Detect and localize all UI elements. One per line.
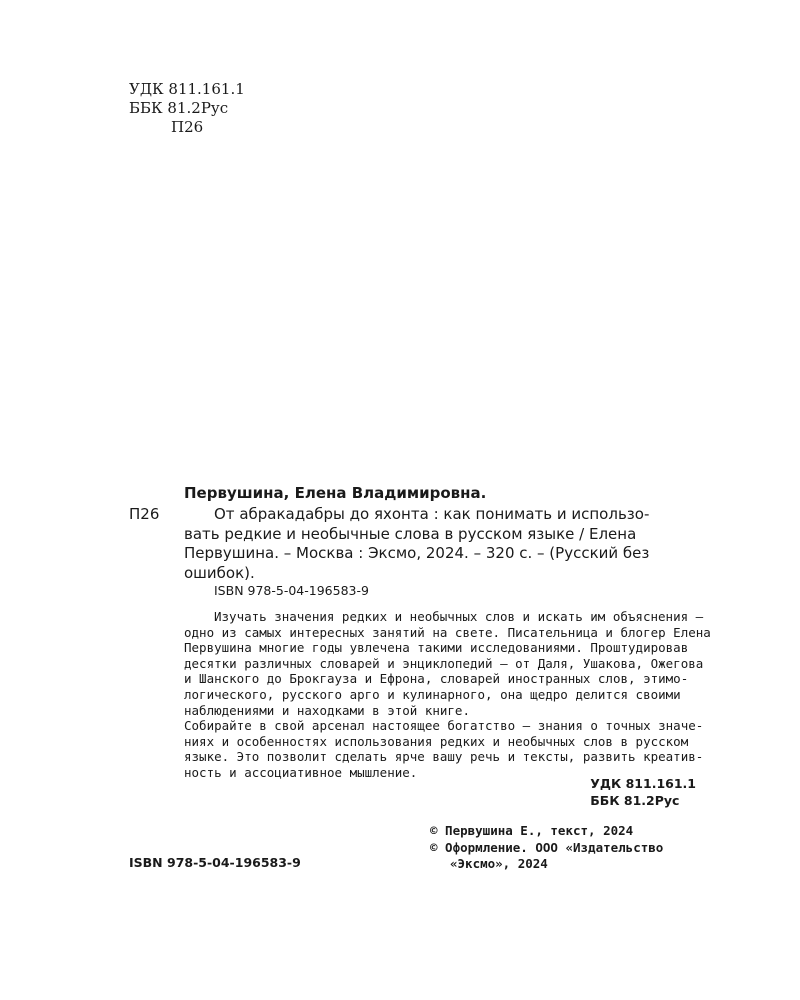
biblio-line: Первушина. – Москва : Эксмо, 2024. – 320 с. – (Русский без bbox=[184, 544, 650, 562]
author-mark-code: П26 bbox=[171, 118, 204, 136]
bibliographic-description bbox=[184, 505, 700, 583]
udk-code-right: УДК 811.161.1 bbox=[590, 776, 696, 791]
isbn-bottom: ISBN 978-5-04-196583-9 bbox=[129, 855, 301, 870]
author-heading: Первушина, Елена Владимировна. bbox=[184, 484, 487, 502]
annotation-line: языке. Это позволит сделать ярче вашу речь и тексты, развить креатив- bbox=[184, 749, 704, 765]
classification-block bbox=[129, 80, 245, 137]
bbk-code: ББК 81.2Рус bbox=[129, 99, 229, 117]
annotation-line: Первушина многие годы увлечена такими исследованиями. Проштудировав bbox=[184, 640, 689, 656]
udk-code: УДК 811.161.1 bbox=[129, 80, 245, 98]
annotation-line: Изучать значения редких и необычных слов и искать им объяснения – bbox=[214, 609, 704, 624]
biblio-line: ошибок). bbox=[184, 563, 255, 582]
annotation-line: логического, русского арго и кулинарного, она щедро делится своими bbox=[184, 686, 681, 702]
annotation-text bbox=[184, 609, 711, 781]
annotation-line: ниях и особенностях использования редких и необычных слов в русском bbox=[184, 733, 689, 749]
annotation-line: одно из самых интересных занятий на свете. Писательница и блогер Елена bbox=[184, 624, 711, 640]
copyright-block bbox=[430, 823, 704, 873]
biblio-line bbox=[184, 505, 700, 525]
copyright-line: © Первушина Е., текст, 2024 bbox=[430, 823, 634, 838]
annotation-line: десятки различных словарей и энциклопедий – от Даля, Ушакова, Ожегова bbox=[184, 655, 704, 671]
annotation-line: и Шанского до Брокгауза и Ефрона, словарей иностранных слов, этимо- bbox=[184, 671, 689, 687]
biblio-line: вать редкие и необычные слова в русском языке / Елена bbox=[184, 524, 637, 543]
annotation-line: Собирайте в свой арсенал настоящее богатство – знания о точных значе- bbox=[184, 718, 704, 734]
isbn-line: ISBN 978-5-04-196583-9 bbox=[214, 583, 369, 598]
copyright-line: © Оформление. ООО «Издательство bbox=[430, 839, 664, 855]
classification-codes-right bbox=[590, 775, 696, 809]
copyright-line: «Эксмо», 2024 bbox=[450, 856, 548, 871]
author-mark: П26 bbox=[129, 505, 160, 523]
annotation-line: наблюдениями и находками в этой книге. bbox=[184, 702, 470, 718]
bbk-code-right: ББК 81.2Рус bbox=[590, 793, 680, 808]
biblio-line-text: От абракадабры до яхонта : как понимать и использо- bbox=[214, 505, 650, 523]
annotation-line: ность и ассоциативное мышление. bbox=[184, 764, 418, 780]
